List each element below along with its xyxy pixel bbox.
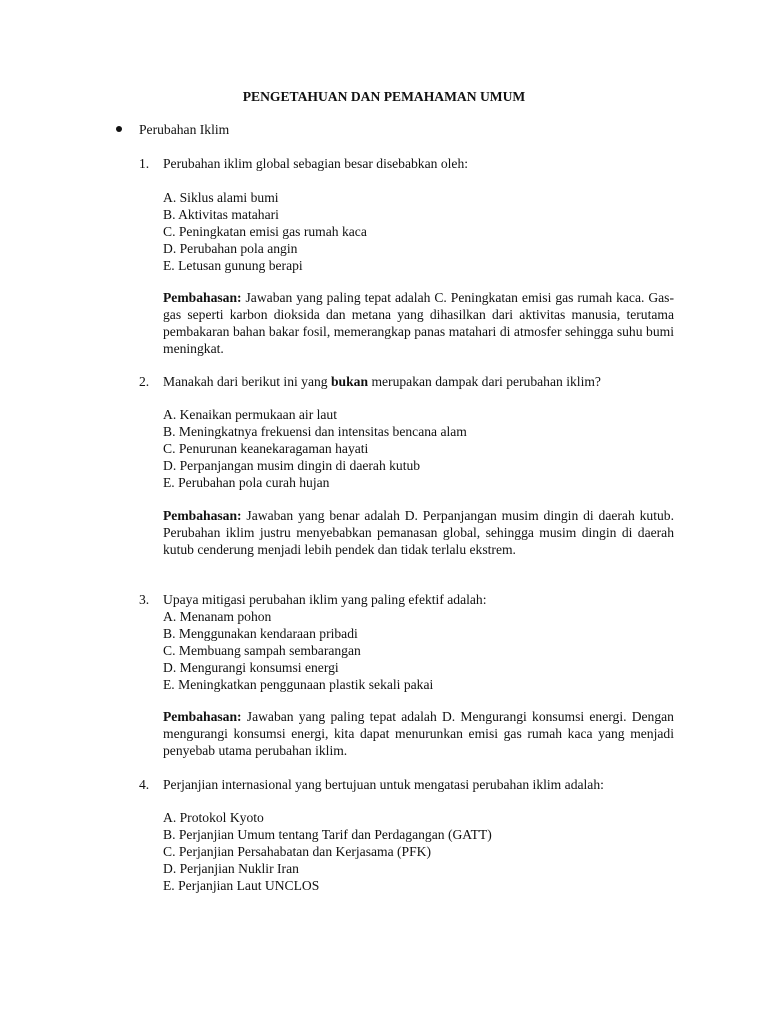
question-number: 2. (139, 374, 150, 389)
option-item: B. Perjanjian Umum tentang Tarif dan Perdagangan (GATT) (163, 827, 492, 842)
option-item: A. Kenaikan permukaan air laut (163, 407, 338, 422)
option-item: B. Aktivitas matahari (163, 207, 279, 222)
question-number: 3. (139, 592, 150, 607)
option-item: D. Mengurangi konsumsi energi (163, 660, 339, 675)
question-text: Upaya mitigasi perubahan iklim yang paling efektif adalah: (163, 592, 487, 607)
explanation-2 (163, 507, 674, 558)
explanation-label: Pembahasan: (163, 290, 242, 305)
option-item: C. Penurunan keanekaragaman hayati (163, 441, 369, 456)
question-text (163, 373, 674, 390)
option-item: C. Perjanjian Persahabatan dan Kerjasama (PFK) (163, 844, 432, 859)
question-number: 1. (139, 156, 150, 171)
explanation-text: Jawaban yang paling tepat adalah D. Mengurangi konsumsi energi. Dengan mengurangi konsumsi energi, kita dapat menurunkan emisi gas rumah kaca yang menjadi penyebab utama perubahan iklim. (163, 709, 674, 758)
option-item: E. Perubahan pola curah hujan (163, 475, 330, 490)
option-item: E. Letusan gunung berapi (163, 258, 303, 273)
question-number: 4. (139, 777, 150, 792)
option-item: D. Perubahan pola angin (163, 241, 298, 256)
option-item: D. Perpanjangan musim dingin di daerah kutub (163, 458, 421, 473)
option-item: D. Perjanjian Nuklir Iran (163, 861, 299, 876)
options-list-3 (163, 608, 674, 693)
option-item: A. Siklus alami bumi (163, 190, 279, 205)
option-item: C. Membuang sampah sembarangan (163, 643, 361, 658)
explanation-text: Jawaban yang paling tepat adalah C. Peningkatan emisi gas rumah kaca. Gas-gas seperti karbon dioksida dan metana yang dihasilkan dari aktivitas manusia, terutama pembakaran bahan bakar fosil, memerangkap panas matahari di atmosfer sehingga suhu bumi meningkat. (163, 290, 674, 356)
explanation-text: Jawaban yang benar adalah D. Perpanjangan musim dingin di daerah kutub. Perubahan iklim justru menyebabkan pemanasan global, sehingga musim dingin di daerah kutub cenderung menjadi lebih pendek dan tidak terlalu ekstrem. (163, 508, 674, 557)
options-list-2 (163, 406, 674, 491)
bullet-icon (116, 126, 122, 132)
question-text: Perjanjian internasional yang bertujuan untuk mengatasi perubahan iklim adalah: (163, 777, 604, 792)
explanation-1 (163, 289, 674, 357)
question-text-after: merupakan dampak dari perubahan iklim? (371, 374, 601, 389)
question-text-before: Manakah dari berikut ini yang (163, 374, 328, 389)
option-item: A. Protokol Kyoto (163, 810, 264, 825)
option-item: A. Menanam pohon (163, 609, 272, 624)
explanation-label: Pembahasan: (163, 709, 242, 724)
explanation-3 (163, 708, 674, 759)
options-list-4 (163, 809, 674, 894)
option-item: E. Meningkatkan penggunaan plastik sekali pakai (163, 677, 434, 692)
page-title: PENGETAHUAN DAN PEMAHAMAN UMUM (242, 89, 526, 104)
question-text: Perubahan iklim global sebagian besar disebabkan oleh: (163, 156, 469, 171)
option-item: B. Meningkatnya frekuensi dan intensitas bencana alam (163, 424, 467, 439)
explanation-label: Pembahasan: (163, 508, 242, 523)
section-heading-text: Perubahan Iklim (139, 122, 230, 137)
options-list-1 (163, 189, 674, 274)
question-text-emphasis: bukan (331, 374, 369, 389)
option-item: B. Menggunakan kendaraan pribadi (163, 626, 358, 641)
option-item: C. Peningkatan emisi gas rumah kaca (163, 224, 367, 239)
option-item: E. Perjanjian Laut UNCLOS (163, 878, 320, 893)
